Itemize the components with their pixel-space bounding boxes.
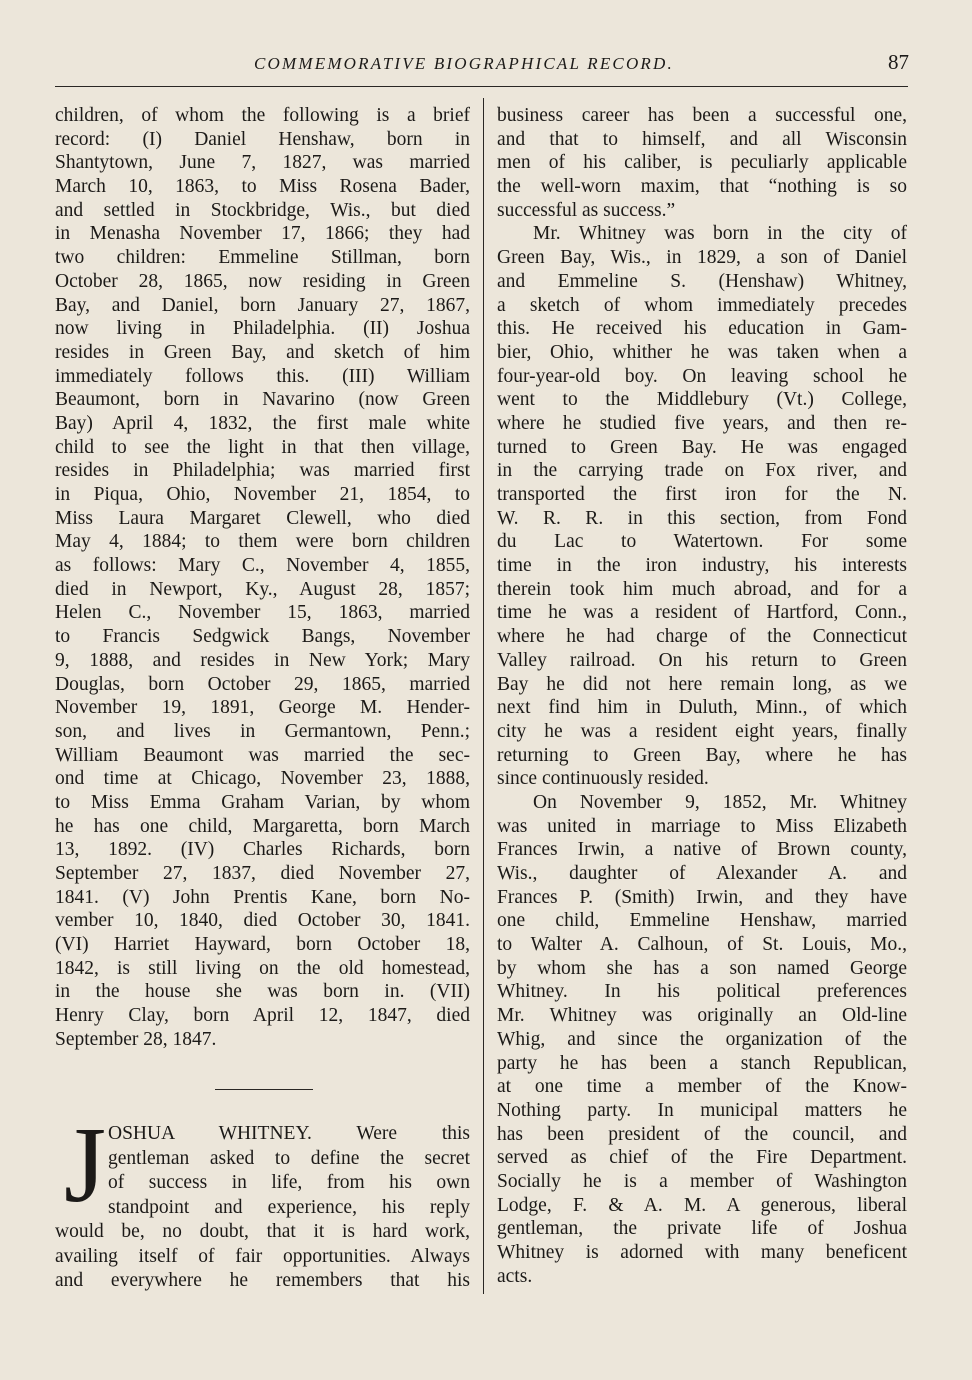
text-line: died in Newport, Ky., August 28, 1857; (55, 578, 470, 600)
text-line: Shantytown, June 7, 1827, was married (55, 152, 470, 174)
text-line: 13, 1892. (IV) Charles Richards, born (55, 839, 470, 861)
text-line: two children: Emmeline Stillman, born (55, 247, 470, 269)
text-line: Wis., daughter of Alexander A. and (497, 863, 907, 884)
text-line: turned to Green Bay. He was engaged (497, 436, 907, 458)
text-line: W. R. R. in this section, from Fond (497, 507, 907, 529)
text-line: gentleman, the private life of Joshua (497, 1218, 907, 1240)
text-line: and everywhere he remembers that his (55, 1270, 470, 1291)
column-divider (483, 98, 484, 1294)
text-line: ond time at Chicago, November 23, 1888, (55, 768, 470, 790)
text-line: November 19, 1891, George M. Hender- (55, 697, 470, 719)
text-line: Nothing party. In municipal matters he (497, 1099, 907, 1121)
text-line: record: (I) Daniel Henshaw, born in (55, 128, 470, 150)
header-rule (55, 86, 908, 87)
text-line: On November 9, 1852, Mr. Whitney (533, 791, 907, 813)
drop-cap: J (64, 1106, 107, 1225)
text-line: OSHUA WHITNEY. Were this (108, 1123, 470, 1144)
text-line: September 28, 1847. (55, 1028, 217, 1050)
text-line: 1841. (V) John Prentis Kane, born No- (55, 886, 470, 908)
text-line: standpoint and experience, his reply (108, 1196, 470, 1218)
text-line: Frances Irwin, a native of Brown county, (497, 839, 907, 861)
text-line: the well-worn maxim, that “nothing is so (497, 176, 907, 198)
text-line: served as chief of the Fire Department. (497, 1147, 907, 1169)
text-line: Socially he is a member of Washington (497, 1170, 907, 1192)
text-line: men of his caliber, is peculiarly applicable (497, 152, 907, 174)
text-line: Whitney. In his political preferences (497, 981, 907, 1003)
text-line: (VI) Harriet Hayward, born October 18, (55, 934, 470, 956)
text-line: and that to himself, and all Wisconsin (497, 128, 907, 150)
text-line: at one time a member of the Know- (497, 1076, 907, 1098)
text-line: transported the first iron for the N. (497, 484, 907, 505)
text-line: since continuously resided. (497, 768, 709, 790)
text-line: 1842, is still living on the old homestead, (55, 957, 470, 979)
text-line: time he was a resident of Hartford, Conn., (497, 602, 907, 624)
text-line: September 27, 1837, died November 27, (55, 863, 470, 884)
text-line: Green Bay, Wis., in 1829, a son of Daniel (497, 247, 907, 269)
text-line: Frances P. (Smith) Irwin, and they have (497, 886, 907, 908)
running-header-title: COMMEMORATIVE BIOGRAPHICAL RECORD. (254, 54, 674, 73)
text-line: was united in marriage to Miss Elizabeth (497, 815, 907, 837)
text-line: and settled in Stockbridge, Wis., but died (55, 199, 470, 221)
text-line: immediately follows this. (III) William (55, 365, 470, 387)
text-line: vember 10, 1840, died October 30, 1841. (55, 910, 470, 932)
text-line: Douglas, born October 29, 1865, married (55, 673, 470, 695)
text-line: a sketch of whom immediately precedes (497, 294, 907, 316)
text-line: in Piqua, Ohio, November 21, 1854, to (55, 484, 470, 505)
text-line: to Walter A. Calhoun, of St. Louis, Mo., (497, 934, 907, 956)
text-line: child to see the light in that then village, (55, 436, 470, 458)
text-line: of success in life, from his own (108, 1172, 470, 1193)
text-line: where he studied five years, and then re- (497, 412, 907, 434)
text-line: this. He received his education in Gam- (497, 318, 907, 340)
text-line: party he has been a stanch Republican, (497, 1052, 907, 1074)
text-line: has been president of the council, and (497, 1123, 907, 1145)
text-line: now living in Philadelphia. (II) Joshua (55, 318, 470, 340)
text-line: du Lac to Watertown. For some (497, 531, 907, 553)
text-line: Miss Laura Margaret Clewell, who died (55, 507, 470, 529)
biography-opening (55, 1122, 470, 1294)
text-line: business career has been a successful one, (497, 105, 907, 126)
text-line: May 4, 1884; to them were born children (55, 531, 470, 553)
text-line: would be, no doubt, that it is hard work, (55, 1221, 470, 1242)
text-line: in the carrying trade on Fox river, and (497, 460, 907, 482)
text-line: Bay) April 4, 1832, the first male white (55, 412, 470, 434)
text-line: Bay, and Daniel, born January 27, 1867, (55, 294, 470, 316)
text-line: and Emmeline S. (Henshaw) Whitney, (497, 270, 907, 292)
text-line: city he was a resident eight years, finally (497, 720, 907, 742)
text-line: acts. (497, 1265, 533, 1287)
page-number: 87 (888, 50, 909, 74)
text-line: by whom she has a son named George (497, 957, 907, 979)
right-column (497, 104, 907, 1288)
text-line: William Beaumont was married the sec- (55, 744, 470, 766)
text-line: availing itself of fair opportunities. Always (55, 1245, 470, 1267)
text-line: Bay he did not here remain long, as we (497, 673, 907, 695)
text-line: where he had charge of the Connecticut (497, 626, 907, 648)
text-line: Valley railroad. On his return to Green (497, 649, 907, 671)
text-line: children, of whom the following is a brief (55, 105, 470, 126)
text-line: October 28, 1865, now residing in Green (55, 270, 470, 292)
text-line: Beaumont, born in Navarino (now Green (55, 389, 470, 411)
text-line: March 10, 1863, to Miss Rosena Bader, (55, 176, 470, 198)
text-line: Mr. Whitney was born in the city of (533, 223, 907, 245)
text-line: as follows: Mary C., November 4, 1855, (55, 555, 470, 577)
text-line: to Miss Emma Graham Varian, by whom (55, 791, 470, 813)
text-line: returning to Green Bay, where he has (497, 744, 907, 766)
text-line: bier, Ohio, whither he was taken when a (497, 341, 907, 363)
text-line: in the house she was born in. (VII) (55, 981, 470, 1003)
text-line: time in the iron industry, his interests (497, 555, 907, 577)
text-line: son, and lives in Germantown, Penn.; (55, 720, 470, 742)
text-line: one child, Emmeline Henshaw, married (497, 910, 907, 932)
text-line: resides in Philadelphia; was married first (55, 460, 470, 482)
section-separator (215, 1089, 313, 1090)
text-line: Lodge, F. & A. M. A generous, liberal (497, 1194, 907, 1216)
left-column (55, 104, 470, 1052)
text-line: he has one child, Margaretta, born March (55, 815, 470, 837)
text-line: Helen C., November 15, 1863, married (55, 602, 470, 624)
text-line: 9, 1888, and resides in New York; Mary (55, 649, 470, 671)
text-line: in Menasha November 17, 1866; they had (55, 223, 470, 245)
text-line: Henry Clay, born April 12, 1847, died (55, 1005, 470, 1027)
text-line: to Francis Sedgwick Bangs, November (55, 626, 470, 648)
text-line: went to the Middlebury (Vt.) College, (497, 389, 907, 411)
text-line: Whig, and since the organization of the (497, 1028, 907, 1050)
text-line: next find him in Duluth, Minn., of which (497, 697, 907, 719)
text-line: Whitney is adorned with many beneficent (497, 1242, 907, 1263)
text-line: four-year-old boy. On leaving school he (497, 365, 907, 387)
text-line: gentleman asked to define the secret (108, 1147, 470, 1169)
text-line: Mr. Whitney was originally an Old-line (497, 1005, 907, 1027)
text-line: resides in Green Bay, and sketch of him (55, 341, 470, 363)
text-line: successful as success.” (497, 199, 676, 221)
text-line: therein took him much abroad, and for a (497, 578, 907, 600)
